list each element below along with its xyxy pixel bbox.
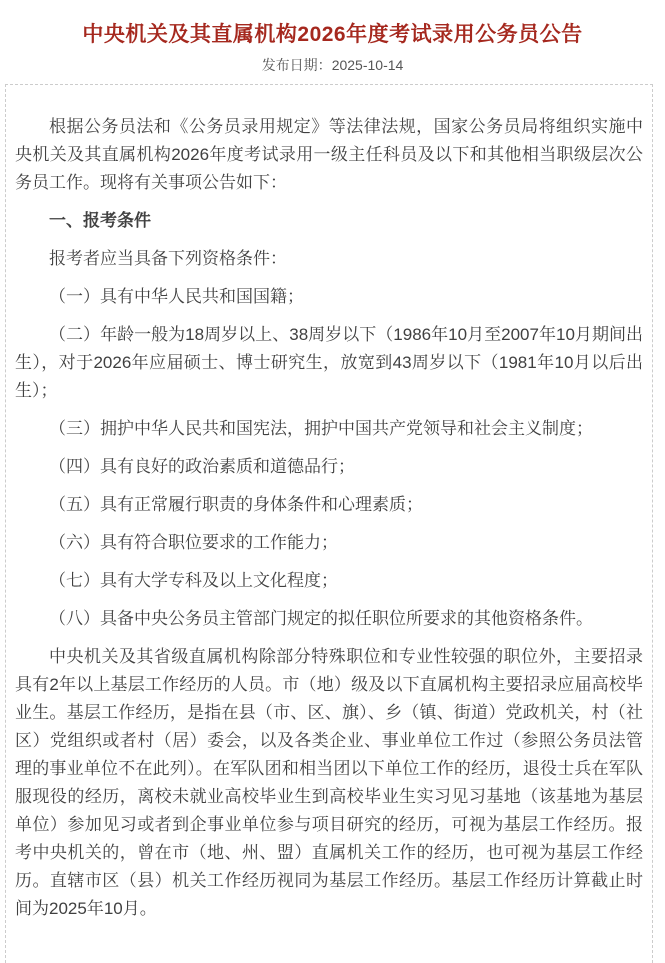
section-heading-application-conditions: 一、报考条件 (49, 211, 151, 230)
document-header (0, 0, 665, 73)
intro-paragraph: 根据公务员法和《公务员录用规定》等法律法规，国家公务员局将组织实施中央机关及其直属机构2026年度考试录用一级主任科员及以下和其他相当职级层次公务员工作。现将有关事项公告如下： (15, 117, 643, 192)
condition-item-6: （六）具有符合职位要求的工作能力； (49, 533, 338, 552)
section-lead-paragraph: 报考者应当具备下列资格条件： (49, 249, 287, 268)
publish-date-label: 发布日期： (261, 57, 332, 73)
closing-paragraph: 中央机关及其省级直属机构除部分特殊职位和专业性较强的职位外，主要招录具有2年以上基层工作经历的人员。市（地）级及以下直属机构主要招录应届高校毕业生。基层工作经历，是指在县（市、区、旗）、乡（镇、街道）党政机关，村（社区）党组织或者村（居）委会，以及各类企业、事业单位工作过（参照公务员法管理的事业单位不在此列）。在军队团和相当团以下单位工作的经历，退役士兵在军队服现役的经历，离校未就业高校毕业生到高校毕业生实习见习基地（该基地为基层单位）参加见习或者到企事业单位参与项目研究的经历，可视为基层工作经历。报考中央机关的，曾在市（地、州、盟）直属机关工作的经历，也可视为基层工作经历。直辖市区（县）机关工作经历视同为基层工作经历。基层工作经历计算截止时间为2025年10月。 (15, 647, 643, 918)
condition-item-8: （八）具备中央公务员主管部门规定的拟任职位所要求的其他资格条件。 (49, 609, 593, 628)
condition-item-3: （三）拥护中华人民共和国宪法，拥护中国共产党领导和社会主义制度； (49, 419, 593, 438)
announcement-body-box (5, 84, 653, 963)
condition-item-5: （五）具有正常履行职责的身体条件和心理素质； (49, 495, 423, 514)
publish-date-value: 2025-10-14 (331, 57, 404, 73)
condition-item-7: （七）具有大学专科及以上文化程度； (49, 571, 338, 590)
publish-date-line (0, 57, 665, 73)
page-title: 中央机关及其直属机构2026年度考试录用公务员公告 (82, 23, 583, 46)
condition-item-4: （四）具有良好的政治素质和道德品行； (49, 457, 355, 476)
condition-item-2: （二）年龄一般为18周岁以上、38周岁以下（1986年10月至2007年10月期间出生），对于2026年应届硕士、博士研究生，放宽到43周岁以下（1981年10月以后出生）； (15, 325, 643, 400)
condition-item-1: （一）具有中华人民共和国国籍； (49, 287, 304, 306)
